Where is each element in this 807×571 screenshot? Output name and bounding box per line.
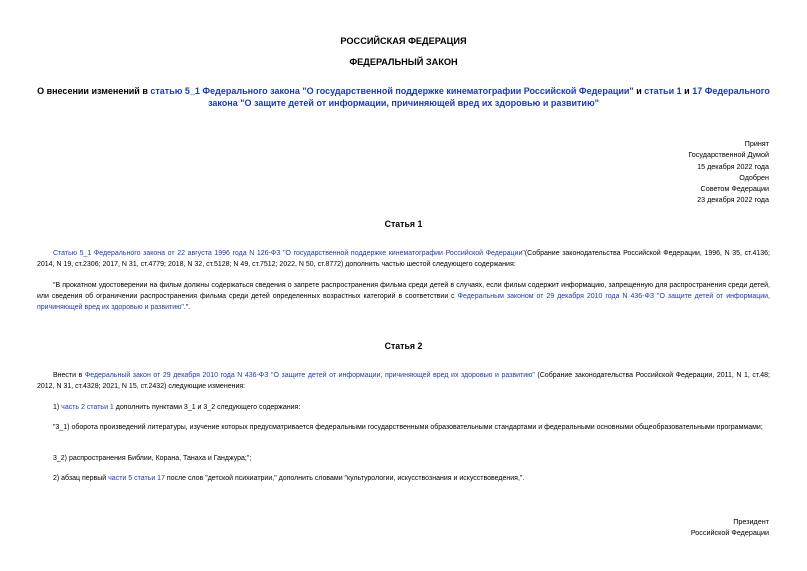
adoption-block xyxy=(609,138,769,206)
title-link-article-1[interactable]: статьи 1 xyxy=(644,86,682,96)
country-heading: РОССИЙСКАЯ ФЕДЕРАЦИЯ xyxy=(340,36,467,46)
signature-block xyxy=(609,516,769,539)
article-2-p1-text: (Собрание законодательства Российской Федерации, 2011, N 1, ст.48; 2012, N 31, ст.4328; 2021, N 15, ст.2432) следующие изменения: xyxy=(37,372,771,390)
article-1-paragraph-1 xyxy=(37,248,770,270)
article-1-p2-end: .". xyxy=(183,304,191,311)
approval-date: 23 декабря 2022 года xyxy=(697,195,769,205)
item-2-text: после слов "детской психиатрии," дополнить словами "культурологии, искусствознания и искусствоведения,". xyxy=(164,475,525,482)
item-2-pre: 2) абзац первый xyxy=(53,475,109,482)
adoption-line: Государственной Думой xyxy=(688,150,769,160)
article-2-item-1 xyxy=(37,402,770,413)
approval-line: Советом Федерации xyxy=(700,184,769,194)
article-1-p1-text: (Собрание законодательства Российской Федерации, 1996, N 35, ст.4136; 2014, N 19, ст.2306; 2017, N 31, ст.4779; 2018, N 32, ст.5128; N 49, ст.7512; 2022, N 50, ст.8772) дополнить частью шестой следующего содержания: xyxy=(37,250,770,268)
doc-type-heading: ФЕДЕРАЛЬНЫЙ ЗАКОН xyxy=(349,57,458,67)
item-2-link[interactable]: части 5 статьи 17 xyxy=(108,475,165,482)
title-text-1: О внесении изменений в xyxy=(37,86,151,96)
article-1-paragraph-2 xyxy=(37,280,770,313)
article-1-law-link[interactable]: Статью 5_1 Федерального закона от 22 августа 1996 года N 126-ФЗ "О государственной поддержке кинематографии Российской Федерации" xyxy=(53,250,525,257)
article-2-paragraph-1 xyxy=(37,370,770,392)
title-link-article-17[interactable]: 17 Федерального закона "О защите детей от информации, причиняющей вред их здоровью и развитию" xyxy=(208,86,770,108)
law-title xyxy=(30,85,777,109)
article-1-p2-text: "В прокатном удостоверении на фильм должны содержаться сведения о запрете распространения фильма среди детей в случаях, если фильм содержит информацию, запрещенную для распространения среди детей, или сведения об ограничении распространения фильма среди детей определенных возрастных категорий в соответствии с xyxy=(37,282,770,300)
article-2-item-2 xyxy=(37,473,770,484)
article-1-heading: Статья 1 xyxy=(384,219,423,229)
approval-line: Одобрен xyxy=(739,172,769,182)
title-link-article-5-1[interactable]: статью 5_1 Федерального закона "О государственной поддержке кинематографии Российской Федерации" xyxy=(150,86,634,96)
title-text-2: и xyxy=(633,86,645,96)
adoption-line: Принят xyxy=(744,139,769,148)
item-1-pre: 1) xyxy=(53,404,62,411)
title-text-3: и xyxy=(681,86,693,96)
article-2-item-1-point-3-1: "3_1) оборота произведений литературы, изучение которых предусматривается федеральными государственными образовательными стандартами и федеральными основными общеобразовательными программами; xyxy=(53,424,763,431)
item-1-text: дополнить пунктами 3_1 и 3_2 следующего содержания: xyxy=(113,404,301,411)
signature-country: Российской Федерации xyxy=(690,528,769,538)
adoption-date: 15 декабря 2022 года xyxy=(697,161,769,171)
article-2-heading: Статья 2 xyxy=(384,341,423,351)
article-2-item-1-point-3-2: 3_2) распространения Библии, Корана, Танаха и Ганджура;"; xyxy=(53,455,252,462)
item-1-link[interactable]: часть 2 статьи 1 xyxy=(61,404,114,411)
article-1-p2-link[interactable]: Федеральным законом от 29 декабря 2010 года N 436-ФЗ "О защите детей от информации, причиняющей вред их здоровью и развитию" xyxy=(37,293,770,311)
article-2-p1-pre: Внести в xyxy=(53,372,85,379)
article-2-law-link[interactable]: Федеральный закон от 29 декабря 2010 года N 436-ФЗ "О защите детей от информации, причиняющей вред их здоровью и развитию" xyxy=(84,372,535,379)
signature-title: Президент xyxy=(733,517,769,526)
